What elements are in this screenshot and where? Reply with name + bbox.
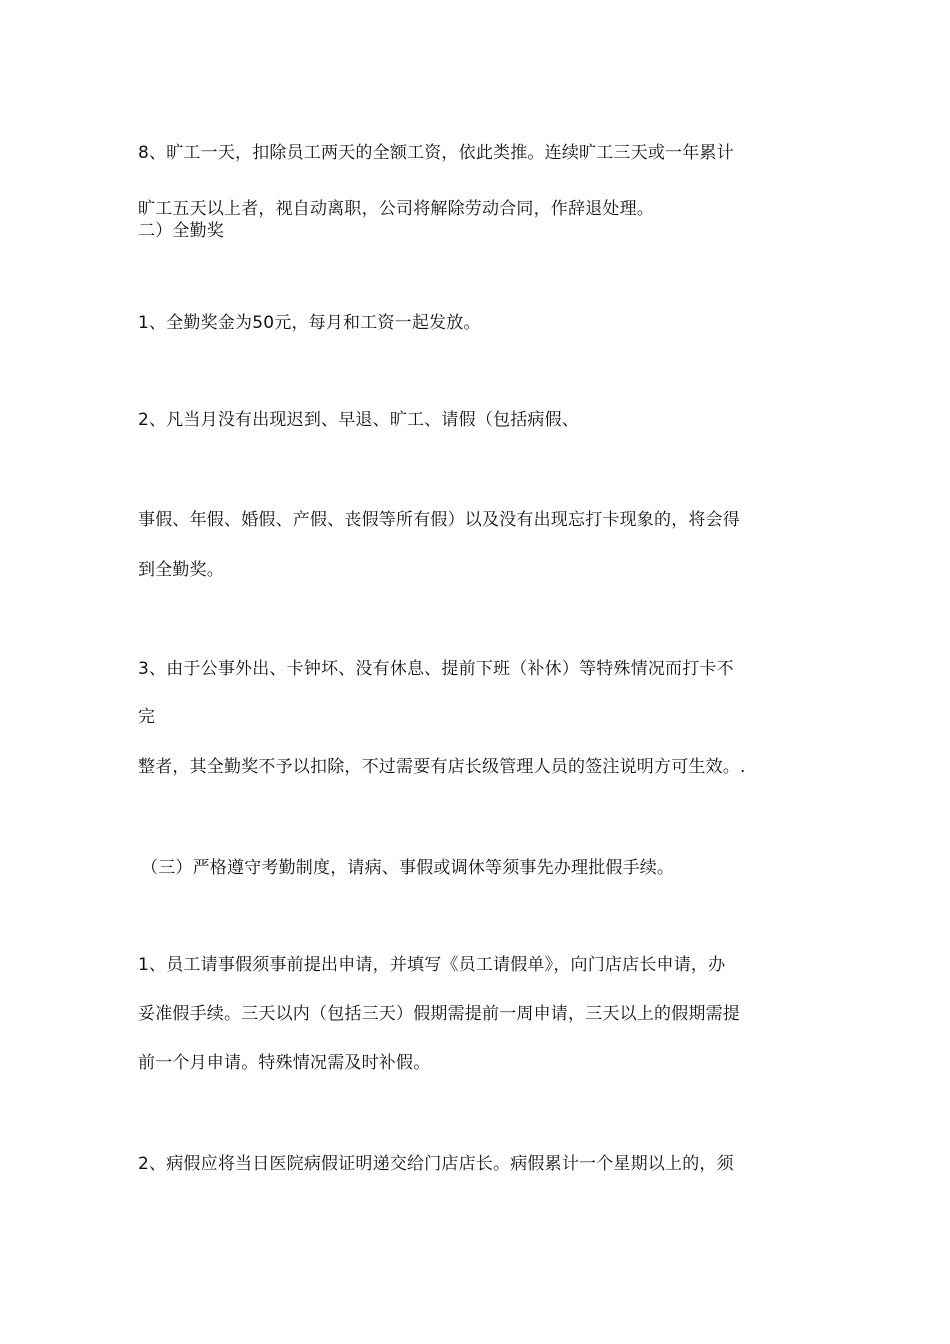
paragraph-line: 2、病假应将当日医院病假证明递交给门店店长。病假累计一个星期以上的，须 xyxy=(138,1154,734,1174)
paragraph-line: 1、全勤奖金为50元，每月和工资一起发放。 xyxy=(138,313,481,333)
paragraph-line: 1、员工请事假须事前提出申请，并填写《员工请假单》，向门店店长申请，办 xyxy=(138,955,726,975)
section-heading: 二）全勤奖 xyxy=(138,221,224,241)
paragraph-line: 到全勤奖。 xyxy=(138,560,224,580)
paragraph-line: 8、旷工一天，扣除员工两天的全额工资，依此类推。连续旷工三天或一年累计 xyxy=(138,143,734,163)
paragraph-line: 完 xyxy=(138,707,156,727)
paragraph-line: 3、由于公事外出、卡钟坏、没有休息、提前下班（补休）等特殊情况而打卡不 xyxy=(138,659,734,679)
paragraph-line: 整者，其全勤奖不予以扣除，不过需要有店长级管理人员的签注说明方可生效。. xyxy=(138,757,746,777)
paragraph-line: 事假、年假、婚假、产假、丧假等所有假）以及没有出现忘打卡现象的，将会得 xyxy=(138,510,740,530)
paragraph-line: 2、凡当月没有出现迟到、早退、旷工、请假（包括病假、 xyxy=(138,410,580,430)
paragraph-line: 旷工五天以上者，视自动离职，公司将解除劳动合同，作辞退处理。 xyxy=(138,199,654,219)
paragraph-line: 妥准假手续。三天以内（包括三天）假期需提前一周申请，三天以上的假期需提 xyxy=(138,1004,740,1024)
section-heading: （三）严格遵守考勤制度，请病、事假或调休等须事先办理批假手续。 xyxy=(141,858,675,878)
paragraph-line: 前一个月申请。特殊情况需及时补假。 xyxy=(138,1053,431,1073)
